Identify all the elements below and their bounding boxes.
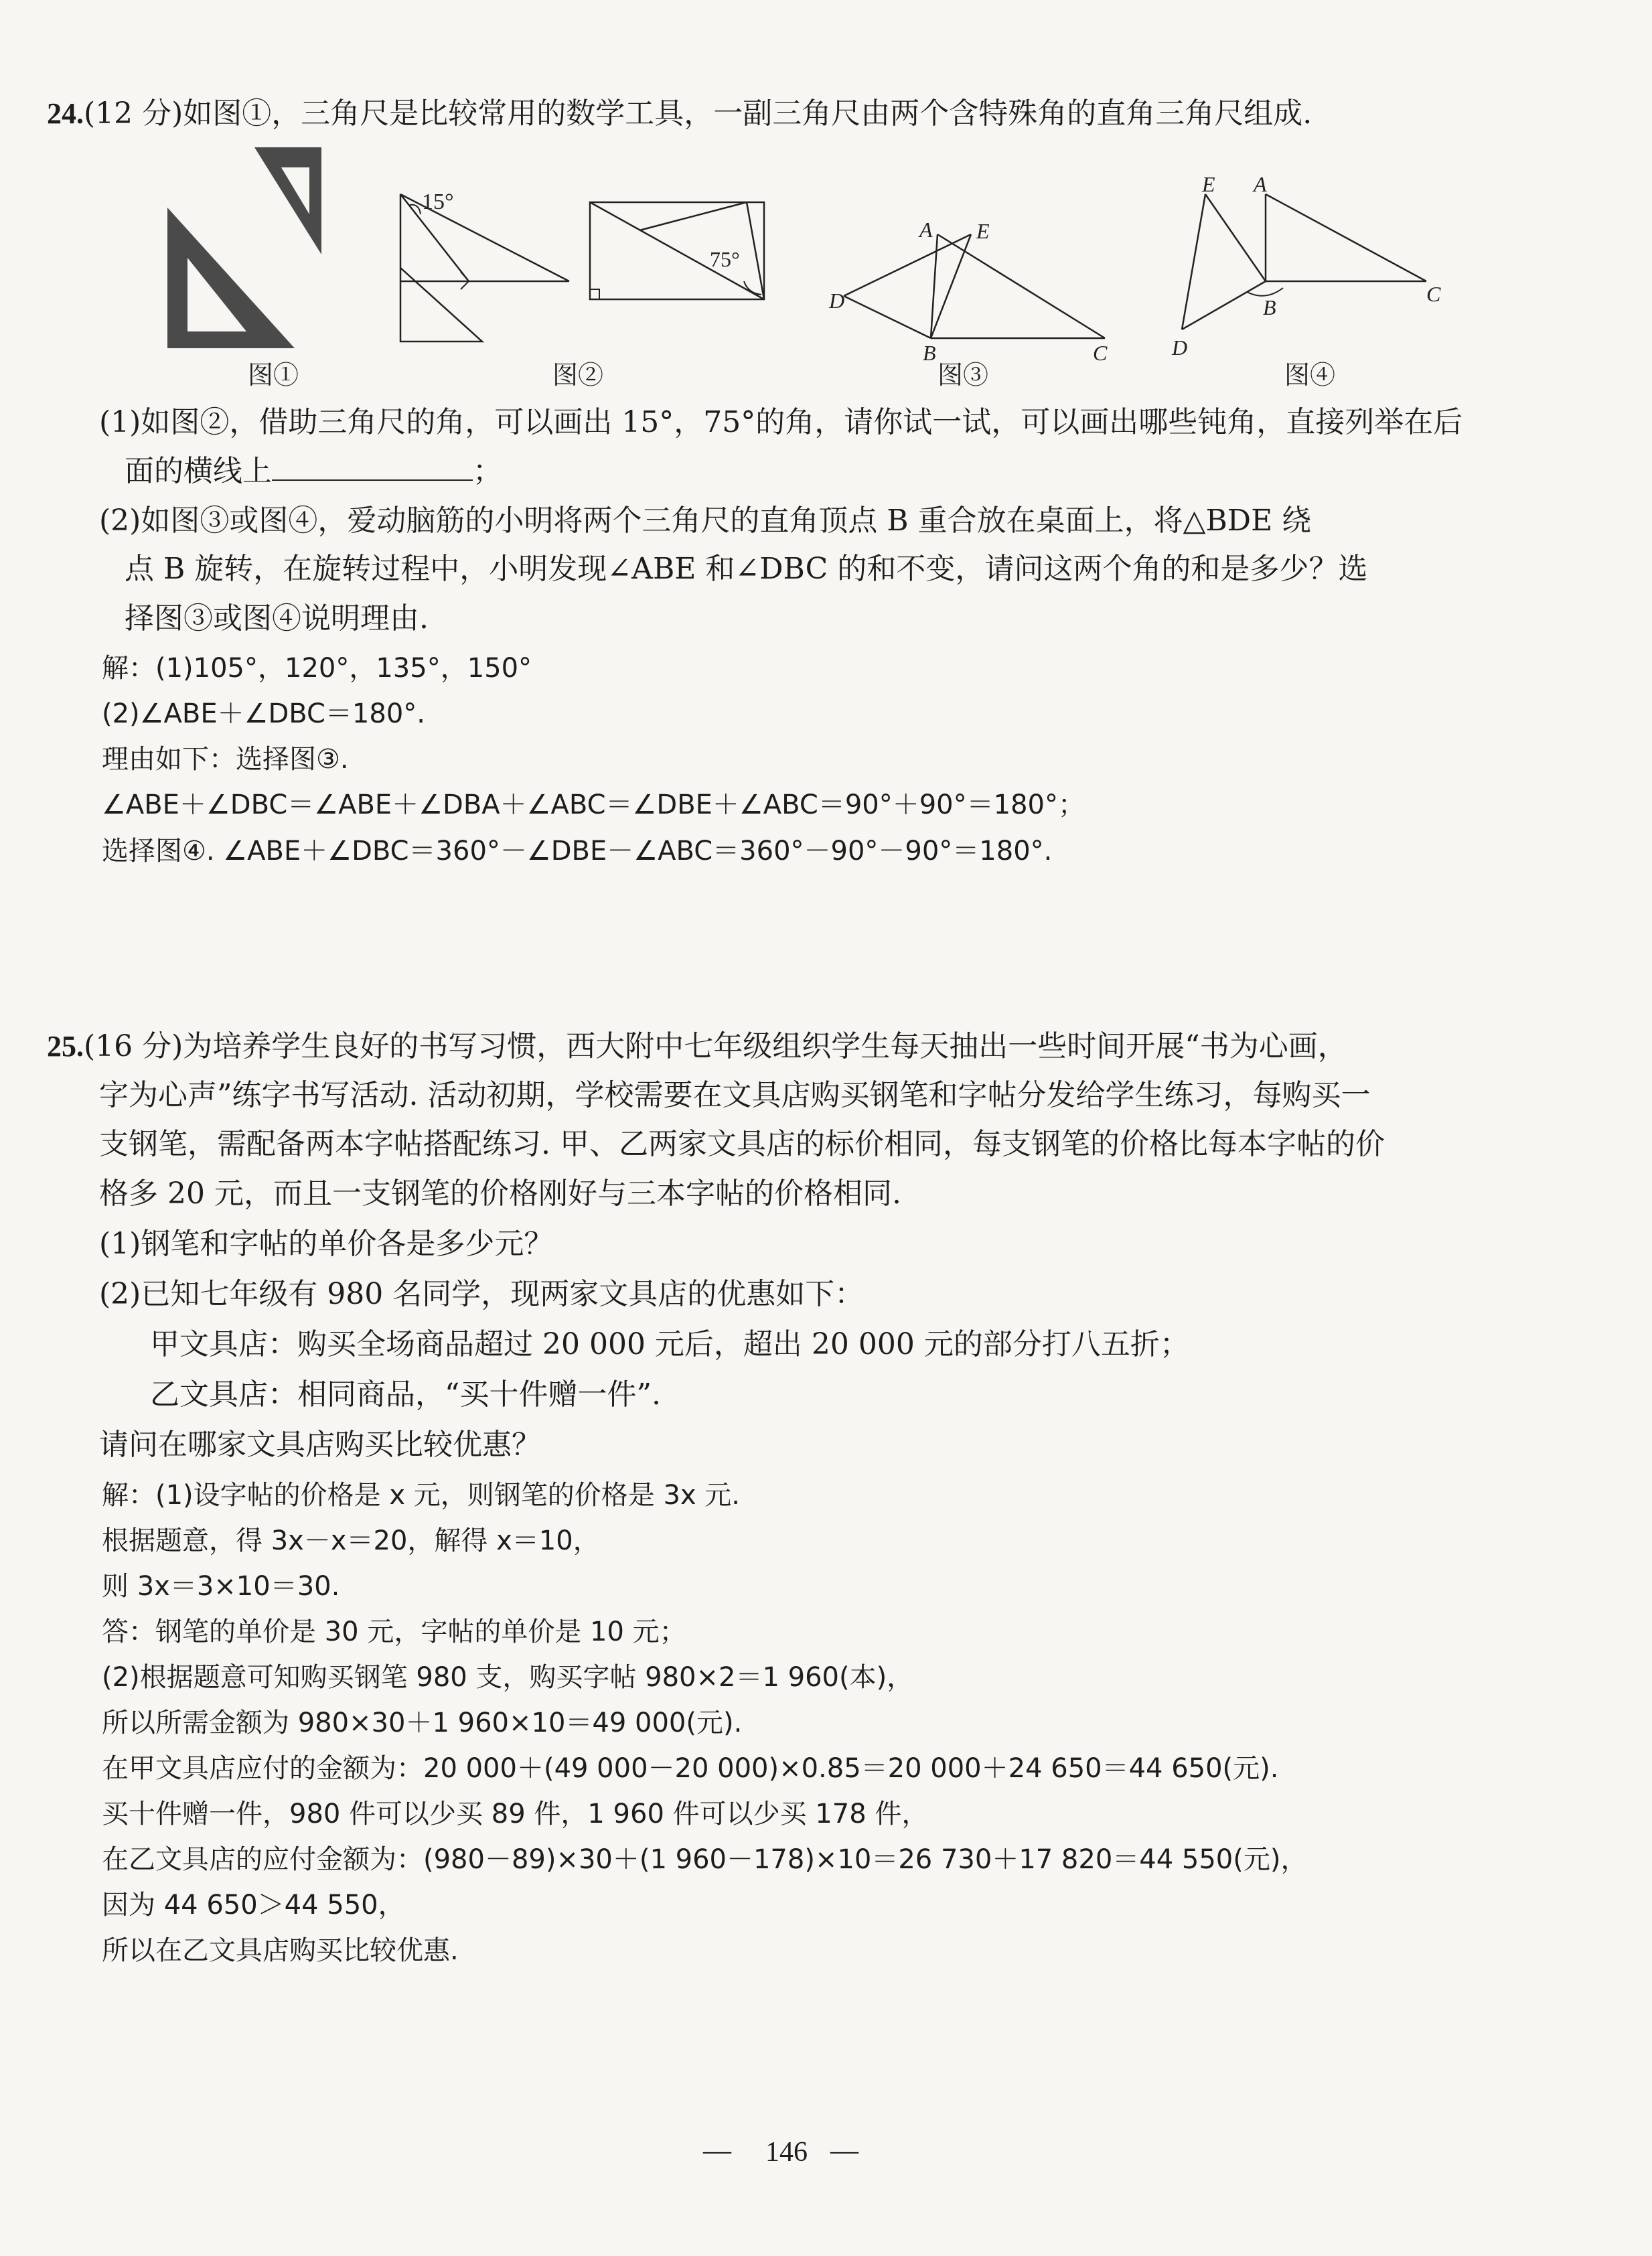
page-number: 146: [765, 2137, 808, 2168]
fig3-label-D: D: [829, 289, 845, 313]
angle-75-label: 75°: [710, 247, 740, 271]
q24-stem: 24.(12 分)如图①，三角尺是比较常用的数学工具，一副三角尺由两个含特殊角的直角三角尺组成.: [47, 96, 1312, 131]
fig4-label-A: A: [1254, 174, 1267, 196]
q24-part2-line1: (2)如图③或图④，爱动脑筋的小明将两个三角尺的直角顶点 B 重合放在桌面上，将△BDE 绕: [99, 504, 1312, 538]
caption-fig1: 图①: [248, 360, 299, 390]
q24-part2-line2: 点 B 旋转，在旋转过程中，小明发现∠ABE 和∠DBC 的和不变，请问这两个角的和是多少？选: [125, 552, 1368, 586]
q25-answer-line: 根据题意，得 3x－x＝20，解得 x＝10，: [102, 1525, 600, 1556]
q25-answer-line: 买十件赠一件，980 件可以少买 89 件，1 960 件可以少买 178 件，: [102, 1799, 929, 1829]
page-number-dash-right: —: [830, 2135, 858, 2166]
q25-answer-line: 所以所需金额为 980×30＋1 960×10＝49 000(元).: [102, 1708, 743, 1738]
q25-question: 请问在哪家文具店购买比较优惠？: [99, 1428, 541, 1462]
fig3-label-A: A: [919, 218, 933, 242]
q25-part1: (1)钢笔和字帖的单价各是多少元？: [99, 1227, 554, 1261]
q24-answer-line: ∠ABE＋∠DBC＝∠ABE＋∠DBA＋∠ABC＝∠DBE＋∠ABC＝90°＋90°＝180°；: [102, 789, 1085, 820]
q25-answer-line: 解：(1)设字帖的价格是 x 元，则钢笔的价格是 3x 元.: [102, 1480, 741, 1511]
fig4-label-B: B: [1263, 295, 1276, 319]
q25-shop-jia: 甲文具店：购买全场商品超过 20 000 元后，超出 20 000 元的部分打八五折；: [150, 1327, 1189, 1361]
figure-4: [1165, 174, 1453, 362]
q24-answer-line: (2)∠ABE＋∠DBC＝180°.: [102, 698, 425, 729]
q24-answer-line: 选择图④. ∠ABE＋∠DBC＝360°－∠DBE－∠ABC＝360°－90°－90°＝180°.: [102, 836, 1053, 867]
q25-part2: (2)已知七年级有 980 名同学，现两家文具店的优惠如下：: [99, 1277, 865, 1311]
q24-part1-line1: (1)如图②，借助三角尺的角，可以画出 15°，75°的角，请你试一试，可以画出哪些钝角，直接列举在后: [99, 405, 1463, 439]
q25-stem-line4: 格多 20 元，而且一支钢笔的价格刚好与三本字帖的价格相同.: [99, 1177, 901, 1211]
q25-stem-line1: 25.(16 分)为培养学生良好的书写习惯，西大附中七年级组织学生每天抽出一些时间开展“书为心画，: [47, 1029, 1347, 1063]
fig3-label-C: C: [1093, 341, 1108, 362]
angle-75-label-holder: [703, 241, 770, 275]
angle-15-label-holder: [415, 185, 496, 218]
set-square-45: [254, 147, 321, 254]
caption-fig3: 图③: [937, 360, 989, 390]
q24-answer-line: 解：(1)105°，120°，135°，150°: [102, 653, 532, 684]
q25-number: 25.: [47, 1030, 84, 1063]
q25-stem-line2: 字为心声”练字书写活动. 活动初期，学校需要在文具店购买钢笔和字帖分发给学生练习，每购买一: [99, 1078, 1371, 1112]
page-number-dash-left: —: [703, 2135, 731, 2166]
answer-blank[interactable]: [272, 453, 473, 481]
fig4-label-C: C: [1426, 282, 1441, 306]
q25-stem-line3: 支钢笔，需配备两本字帖搭配练习. 甲、乙两家文具店的标价相同，每支钢笔的价格比每本字帖的价: [99, 1127, 1385, 1161]
q25-shop-yi: 乙文具店：相同商品，“买十件赠一件”.: [150, 1377, 661, 1412]
q24-answer-line: 理由如下：选择图③.: [102, 744, 349, 775]
fig4-label-E: E: [1202, 174, 1215, 196]
q25-answer-line: 则 3x＝3×10＝30.: [102, 1571, 340, 1602]
figure-1: [161, 141, 342, 355]
caption-fig4: 图④: [1284, 360, 1336, 390]
fig3-label-B: B: [923, 341, 936, 362]
q25-answer-line: 答：钢笔的单价是 30 元，字帖的单价是 10 元；: [102, 1616, 686, 1647]
q24-number: 24.: [47, 97, 84, 130]
q25-answer-line: 因为 44 650＞44 550，: [102, 1890, 405, 1921]
q25-answer-line: (2)根据题意可知购买钢笔 980 支，购买字帖 980×2＝1 960(本)，: [102, 1662, 914, 1693]
q24-part1-line2: 面的横线上 ；: [125, 454, 502, 488]
fig3-label-E: E: [976, 219, 990, 243]
q24-part2-line3: 择图③或图④说明理由.: [125, 601, 429, 635]
caption-fig2: 图②: [552, 360, 604, 390]
fig4-label-D: D: [1172, 335, 1188, 360]
q25-answer-line: 在乙文具店的应付金额为：(980－89)×30＋(1 960－178)×10＝26 730＋17 820＝44 550(元)，: [102, 1844, 1308, 1875]
angle-15-label: 15°: [422, 190, 454, 214]
q25-answer-line: 所以在乙文具店购买比较优惠.: [102, 1935, 459, 1966]
q25-answer-line: 在甲文具店应付的金额为：20 000＋(49 000－20 000)×0.85＝20 000＋24 650＝44 650(元).: [102, 1753, 1279, 1784]
figure-3: [824, 214, 1118, 362]
